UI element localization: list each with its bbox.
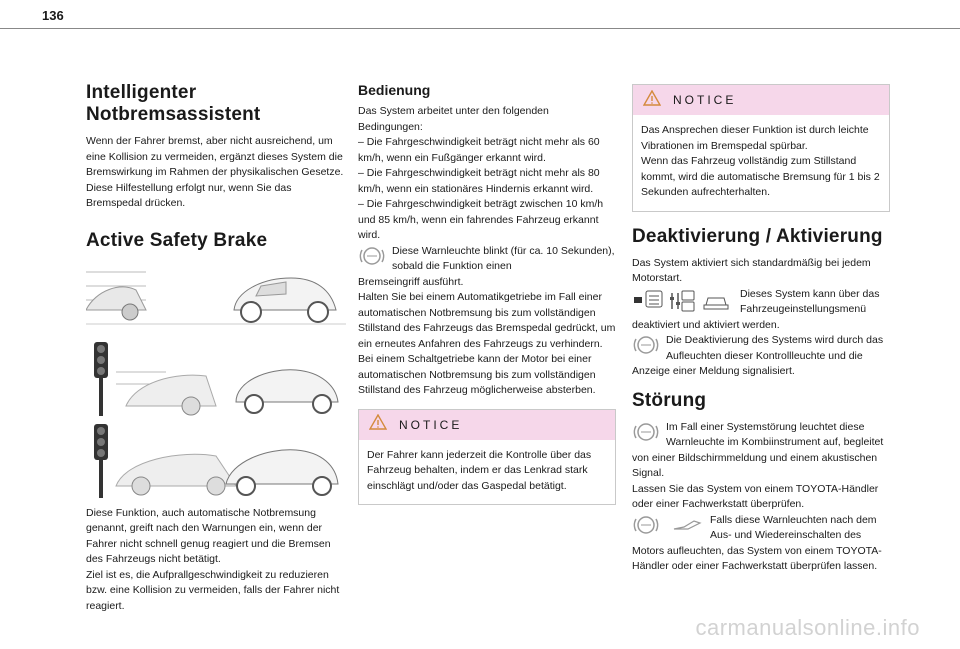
column-1: [86, 82, 346, 614]
paragraph-active-safety-brake: Diese Funktion, auch automatische Notbremsung genannt, greift nach den Warnungen ein, wenn der Fahrer nicht schnell genug reagiert und die Bremsen des Fahrzeugs nicht betätigt. Ziel ist es, die Aufprallgeschwindigkeit zu reduzieren bzw. eine Kollision zu vermeiden, falls der Fahrer nicht reagiert.: [86, 506, 340, 612]
header-rule: [0, 28, 960, 29]
fault-text: Im Fall einer Systemstörung leuchtet diese Warnleuchte im Kombiinstrument auf, begleitet: [666, 420, 884, 448]
paragraph-notbremsassistent: Wenn der Fahrer bremst, aber nicht ausreichend, um eine Kollision zu vermeiden, ergänzt dieses System die Bremswirkung im Rahmen der physikalischen Gesetze. Diese Hilfestellung erfolgt nur, wenn Sie das Bremspedal drücken.: [86, 135, 344, 209]
paragraph-motors: Motors aufleuchten, das System von einem TOYOTA-Händler oder einer Fachwerkstatt überprüfen lassen.: [632, 544, 882, 572]
paragraph-anzeige: Anzeige einer Meldung signalisiert.: [632, 365, 795, 377]
paragraph-deaktiviert: deaktiviert und aktiviert werden.: [632, 318, 780, 331]
warning-triangle-icon: [643, 90, 661, 111]
deactivation-text: Die Deaktivierung des Systems wird durch das Aufleuchten dieser Kontrollleuchte und die: [666, 334, 884, 362]
notice-title: NOTICE: [399, 417, 463, 432]
settings-menu-icons: [632, 289, 734, 318]
paragraph-bremseingriff: Bremseingriff ausführt. Halten Sie bei einem Automatikgetriebe im Fall einer automatischen Notbremsung bis zum vollständigen Stillstand des Fahrzeugs das Bremspedal gedrückt, um ein erneutes Anfahren des Fahrzeugs zu verhindern. Bei einem Schaltgetriebe kann der Motor bei einer automatischen Notbremsung bis zum vollständigen Stillstand des Fahrzeug möglicherweise absterben.: [358, 275, 616, 396]
warning-triangle-icon: [369, 414, 387, 435]
fault-lamps-line: [632, 513, 890, 544]
settings-menu-text: Dieses System kann über das Fahrzeugeinstellungsmenü: [740, 287, 880, 315]
deactivation-lamp-icon: [632, 335, 660, 360]
notice-box-vibrations: [632, 84, 890, 212]
column-3: [632, 82, 890, 575]
illustration-traffic-light-scene: [86, 342, 346, 416]
watermark: carmanualsonline.info: [695, 615, 920, 640]
fault-lamp-line: [632, 420, 890, 451]
notice-box-driver-control: [358, 409, 616, 506]
deactivation-lamp-line: [632, 333, 890, 364]
section-title-deaktivierung: Deaktivierung / Aktivierung: [632, 225, 883, 247]
warning-lamp-line: [358, 244, 616, 275]
collision-warning-lamp-icon: [358, 246, 386, 271]
column-2: [358, 82, 616, 505]
warning-lamp-text: Diese Warnleuchte blinkt (für ca. 10 Sekunden), sobald die Funktion einen: [392, 244, 615, 272]
notice-text: Der Fahrer kann jederzeit die Kontrolle über das Fahrzeug behalten, indem er das Lenkrad stark einschlägt und/oder das Gaspedal betätigt.: [367, 448, 592, 492]
illustration-car-behind-car: [86, 260, 346, 334]
illustration-emergency-braking-scene: [86, 424, 346, 498]
notice-title: NOTICE: [673, 93, 737, 107]
fault-lamps-icons: [632, 515, 704, 540]
paragraph-bedienung: Das System arbeitet unter den folgenden Bedingungen: – Die Fahrgeschwindigkeit beträgt nicht mehr als 60 km/h, wenn ein Fußgänger erkannt wird. – Die Fahrgeschwindigkeit beträgt nicht mehr als 80 km/h, wenn ein stationäres Hindernis erkannt wird. – Die Fahrgeschwindigkeit beträgt zwischen 10 km/h und 85 km/h, wenn ein fahrendes Fahrzeug erkannt wird.: [358, 105, 604, 241]
paragraph-standard: Das System aktiviert sich standardmäßig bei jedem Motorstart.: [632, 256, 871, 284]
paragraph-bildschirmmeldung: von einer Bildschirmmeldung und einem akustischen Signal. Lassen Sie das System von einem TOYOTA-Händler oder einer Fachwerkstatt überprüfen.: [632, 451, 879, 510]
section-title-active-safety-brake: Active Safety Brake: [86, 229, 268, 251]
page-number: 136: [42, 8, 64, 23]
section-title-notbremsassistent: Intelligenter Notbremsassistent: [86, 82, 261, 125]
fault-warning-lamp-icon: [632, 422, 660, 447]
settings-menu-line: [632, 287, 890, 318]
section-title-stoerung: Störung: [632, 389, 707, 411]
fault2-text: Falls diese Warnleuchten nach dem Aus- und Wiedereinschalten des: [710, 513, 877, 541]
notice-text: Das Ansprechen dieser Funktion ist durch leichte Vibrationen im Bremspedal spürbar. Wenn das Fahrzeug vollständig zum Stillstand kommt, wird die automatische Bremsung für 1 bis 2 Sekunden aufrechterhalten.: [641, 124, 880, 198]
heading-bedienung: Bedienung: [358, 82, 431, 98]
